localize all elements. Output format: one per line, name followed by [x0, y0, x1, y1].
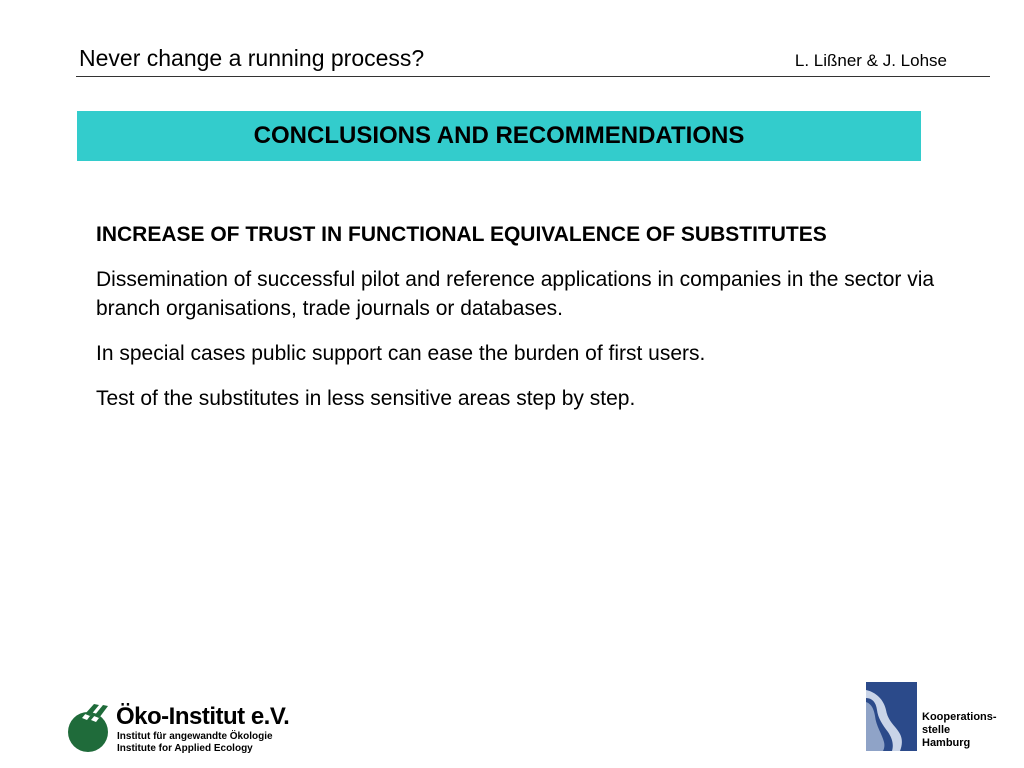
section-banner-title: CONCLUSIONS AND RECOMMENDATIONS	[253, 122, 745, 149]
kooperationsstelle-line2: stelle	[922, 724, 951, 736]
content-heading: INCREASE OF TRUST IN FUNCTIONAL EQUIVALENCE OF SUBSTITUTES	[96, 223, 827, 246]
section-banner	[77, 111, 921, 161]
oeko-institut-subtitle-en: Institute for Applied Ecology	[117, 743, 253, 754]
content-paragraph: Test of the substitutes in less sensitive areas step by step.	[96, 387, 636, 410]
oeko-institut-subtitle-de: Institut für angewandte Ökologie	[117, 731, 273, 742]
header-divider	[76, 76, 990, 77]
kooperationsstelle-label	[922, 711, 997, 750]
oeko-institut-logo	[66, 700, 306, 760]
content-paragraph: Dissemination of successful pilot and reference applications in companies in the sector via branch organisations, trade journals or databases.	[96, 268, 935, 320]
leaf-mark-icon	[66, 704, 114, 752]
content-paragraph: In special cases public support can ease the burden of first users.	[96, 342, 706, 365]
kooperationsstelle-line3: Hamburg	[922, 737, 971, 749]
slide-header-authors: L. Lißner & J. Lohse	[794, 51, 947, 70]
river-mark-icon	[866, 682, 917, 751]
oeko-institut-name: Öko-Institut e.V.	[116, 703, 290, 730]
slide-content	[96, 220, 946, 429]
kooperationsstelle-line1: Kooperations-	[922, 711, 997, 723]
slide-header-title: Never change a running process?	[79, 45, 425, 71]
